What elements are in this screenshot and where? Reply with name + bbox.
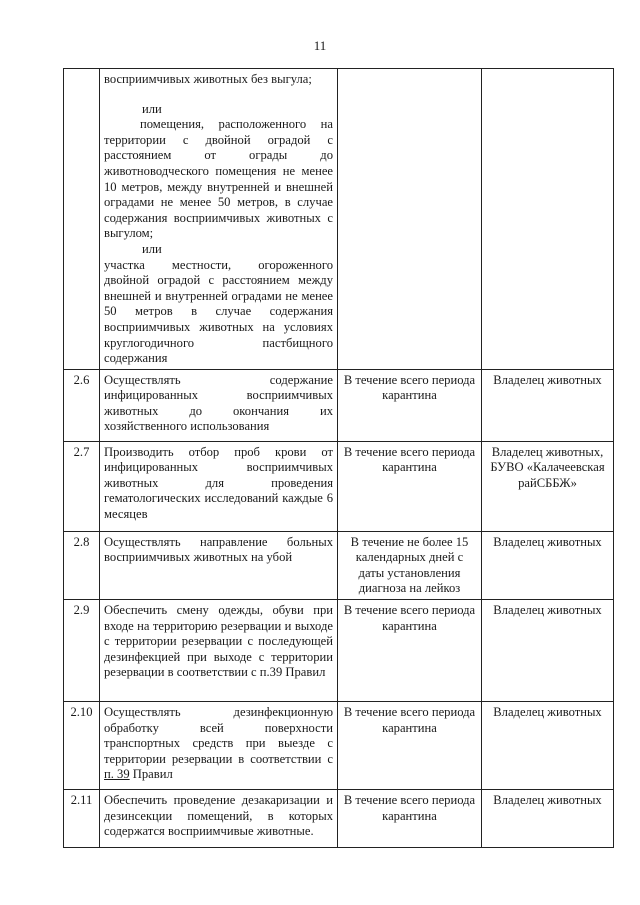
row-number: 2.9 (64, 600, 100, 702)
row-term: В течение не более 15 календарных дней с даты установления диагноза на лейкоз (338, 531, 482, 599)
row-number: 2.10 (64, 702, 100, 790)
row-responsible: Владелец животных (482, 790, 614, 848)
row-action: Производить отбор проб крови от инфицированных восприимчивых животных для проведения гематологических исследований каждые 6 месяцев (100, 441, 338, 531)
row-number: 2.8 (64, 531, 100, 599)
row-action-text: Правил (129, 767, 173, 782)
row-term: В течение всего периода карантина (338, 600, 482, 702)
row-responsible: Владелец животных (482, 600, 614, 702)
continuation-line: восприимчивых животных без выгула; (104, 72, 312, 86)
row-term: В течение всего периода карантина (338, 790, 482, 848)
row-action: Обеспечить проведение дезакаризации и дезинсекции помещений, в которых содержатся восприимчивые животные. (100, 790, 338, 848)
or-separator: или (142, 241, 162, 256)
table-row (64, 369, 614, 441)
continuation-paragraph: участка местности, огороженного двойной оградой с расстоянием между внешней и внутренней оградами не менее 50 метров в случае содержания восприимчивых животных на условиях круглогодичного пастбищного содержания (104, 257, 333, 366)
row-action: Обеспечить смену одежды, обуви при входе на территорию резервации и выходе с территории резервации с последующей дезинфекцией при выходе с территории резервации в соответствии с п.39 Правил (100, 600, 338, 702)
measures-table (63, 68, 614, 848)
row-term: В течение всего периода карантина (338, 441, 482, 531)
row-responsible: Владелец животных (482, 702, 614, 790)
continuation-paragraph: помещения, расположенного на территории с двойной оградой с расстоянием от ограды до животноводческого помещения не менее 10 метров, между внутренней и внешней оградами не менее 50 метров, в случае содержания восприимчивых животных с выгулом; (104, 117, 333, 241)
row-number: 2.6 (64, 369, 100, 441)
row-responsible: Владелец животных, БУВО «Калачеевская райСББЖ» (482, 441, 614, 531)
table-row (64, 702, 614, 790)
table-row-continuation (64, 69, 614, 370)
row-term: В течение всего периода карантина (338, 369, 482, 441)
rule-reference-link: п. 39 (104, 767, 130, 782)
table-row (64, 600, 614, 702)
row-number: 2.11 (64, 790, 100, 848)
table-row (64, 441, 614, 531)
row-term: В течение всего периода карантина (338, 702, 482, 790)
row-number: 2.7 (64, 441, 100, 531)
cell-resp-empty (482, 69, 614, 370)
row-responsible: Владелец животных (482, 531, 614, 599)
page-number: 11 (313, 38, 327, 53)
or-separator: или (142, 101, 162, 116)
row-action (100, 702, 338, 790)
table-row (64, 531, 614, 599)
row-action-text: Осуществлять дезинфекционную обработку всей поверхности транспортных средств при выезде с территории резервации в соответствии с (104, 705, 333, 766)
table-row (64, 790, 614, 848)
cell-term-empty (338, 69, 482, 370)
cell-action-continuation (100, 69, 338, 370)
row-responsible: Владелец животных (482, 369, 614, 441)
row-action: Осуществлять направление больных восприимчивых животных на убой (100, 531, 338, 599)
row-action: Осуществлять содержание инфицированных восприимчивых животных до окончания их хозяйственного использования (100, 369, 338, 441)
cell-num-empty (64, 69, 100, 370)
